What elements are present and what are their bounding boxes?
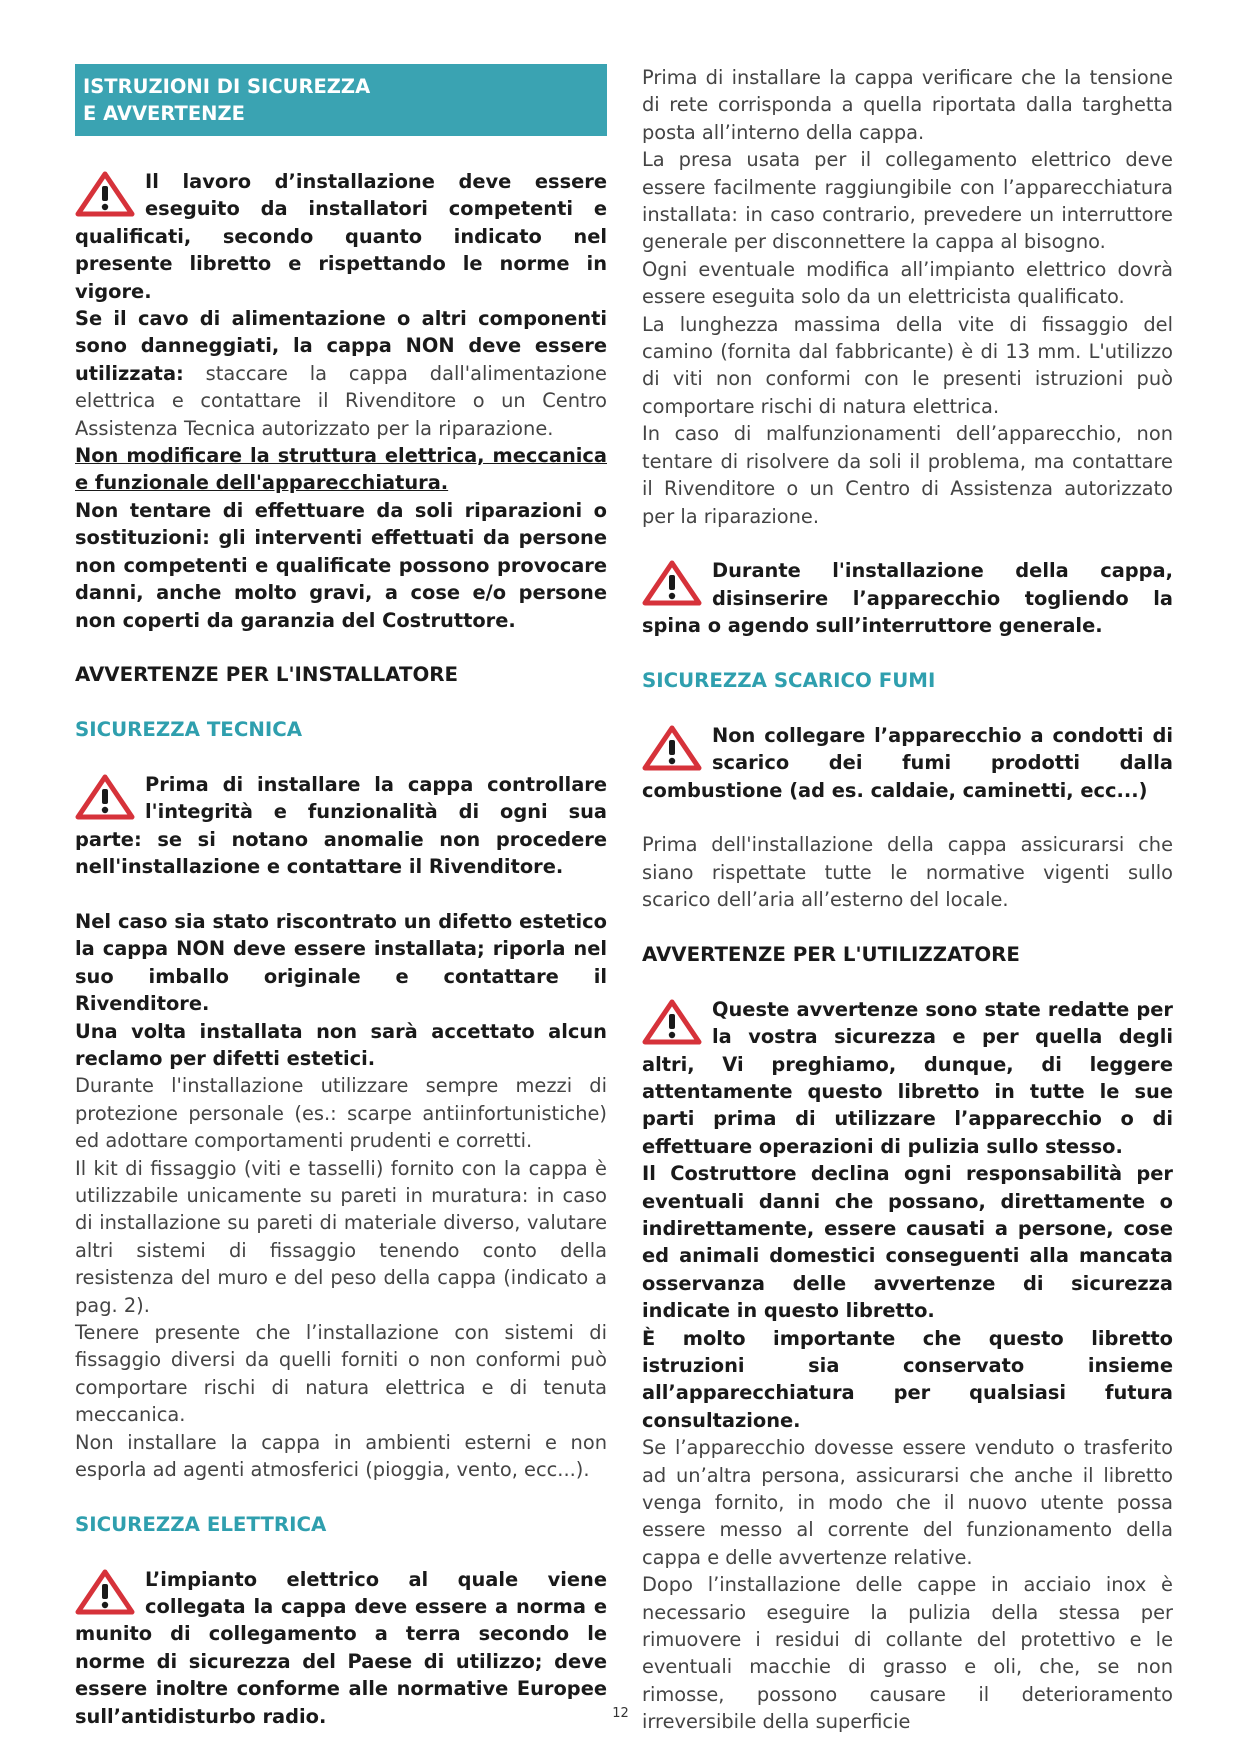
warning-text: L’impianto elettrico al quale viene collegata la cappa deve essere a norma e munito di collegamento a terra secondo le norme di sicurezza del Paese di utilizzo; deve essere inoltre conforme alle normative Europee sull’antidisturbo radio. — [75, 1567, 607, 1728]
warning-text: Non collegare l’apparecchio a condotti di scarico dei fumi prodotti dalla combustione (ad es. caldaie, caminetti, ecc...) — [642, 723, 1173, 802]
warning-triangle-icon — [642, 725, 706, 773]
bold-text: Nel caso sia stato riscontrato un difetto estetico la cappa NON deve essere installata; riporla nel suo imballo originale e contattare il Rivenditore. — [75, 909, 607, 1016]
body-text: staccare la cappa dall'alimentazione elettrica e contattare il Rivenditore o un Centro Assistenza Tecnica autorizzato per la riparazione. — [75, 361, 607, 440]
section-header — [75, 64, 607, 136]
warning-block-disinserire — [642, 557, 1173, 639]
warning-text: È molto importante che questo libretto istruzioni sia conservato insieme all’apparecchiatura per qualsiasi futura consultazione. — [642, 1326, 1173, 1432]
left-column — [75, 64, 607, 1730]
warning-triangle-icon — [75, 1569, 139, 1617]
heading-installatore: AVVERTENZE PER L'INSTALLATORE — [75, 663, 458, 687]
warning-block-utilizzatore — [642, 996, 1173, 1736]
body-text: In caso di malfunzionamenti dell’apparecchio, non tentare di risolvere da soli il problema, ma contattare il Rivenditore o un Centro di Assistenza autorizzato per la riparazione. — [642, 422, 1173, 528]
warning-text: Il lavoro d’installazione deve essere eseguito da installatori competenti e qualificati, secondo quanto indicato nel presente libretto e rispettando le norme in vigore. — [75, 170, 607, 303]
section-header-line1: ISTRUZIONI DI SICUREZZA — [83, 75, 371, 98]
page-number: 12 — [612, 1706, 629, 1721]
warning-text: Prima di installare la cappa controllare l'integrità e funzionalità di ogni sua parte: se si notano anomalie non procedere nell'installazione e contattare il Rivenditore. — [75, 772, 607, 879]
body-text: Se l’apparecchio dovesse essere venduto o trasferito ad un’altra persona, assicurarsi che anche il libretto venga fornito, in modo che il nuovo utente possa essere messo al corrente del funzionamento della cappa e delle avvertenze relative. — [642, 1436, 1173, 1569]
paragraph-elettrica-cont — [642, 64, 1173, 530]
heading-utilizzatore: AVVERTENZE PER L'UTILIZZATORE — [642, 942, 1020, 966]
body-text: Ogni eventuale modifica all’impianto elettrico dovrà essere eseguita solo da un elettricista qualificato. — [642, 257, 1173, 309]
warning-text: Non tentare di effettuare da soli riparazioni o sostituzioni: gli interventi effettuati da persone non competenti e qualificate possono provocare danni, anche molto gravi, a cose e/o persone non coperti da garanzia del Costruttore. — [75, 498, 607, 632]
warning-block-tecnica — [75, 771, 607, 881]
body-text: Dopo l’installazione delle cappe in acciaio inox è necessario eseguire la pulizia della stessa per rimuovere i residui di collante del protettivo e le eventuali macchie di grasso e oli, che, se non rimosse, possono causare il deterioramento irreversibile della superficie — [642, 1573, 1173, 1734]
body-text: La lunghezza massima della vite di fissaggio del camino (fornita dal fabbricante) è di 13 mm. L'utilizzo di viti non conformi con le presenti istruzioni può comportare rischi di natura elettrica. — [642, 312, 1173, 418]
warning-triangle-icon — [642, 999, 706, 1047]
warning-text: Il Costruttore declina ogni responsabilità per eventuali danni che possano, direttamente o indirettamente, essere causati a persone, cose ed animali domestici conseguenti alla mancata osservanza delle avvertenze di sicurezza indicate in questo libretto. — [642, 1162, 1173, 1323]
body-text: La presa usata per il collegamento elettrico deve essere facilmente raggiungibile con l’apparecchiatura installata: in caso contrario, prevedere un interruttore generale per disconnettere la cappa al bisogno. — [642, 148, 1173, 254]
warning-text: Queste avvertenze sono state redatte per la vostra sicurezza e per quella degli altri, Vi preghiamo, dunque, di leggere attentamente questo libretto in tutte le sue parti prima di utilizzare l’apparecchio o di effettuare operazioni di pulizia sullo stesso. — [642, 997, 1173, 1158]
paragraph-fumi — [642, 831, 1173, 913]
heading-sicurezza-elettrica: SICUREZZA ELETTRICA — [75, 1512, 327, 1536]
warning-text-underlined: Non modificare la struttura elettrica, meccanica e funzionale dell'apparecchiatura. — [75, 444, 607, 495]
body-text: Prima dell'installazione della cappa assicurarsi che siano rispettate tutte le normative vigenti sullo scarico dell’aria all’esterno del locale. — [642, 833, 1173, 912]
warning-block-fumi — [642, 722, 1173, 804]
heading-sicurezza-tecnica: SICUREZZA TECNICA — [75, 718, 303, 742]
warning-triangle-icon — [75, 774, 139, 822]
right-column — [642, 64, 1173, 1736]
bold-text: Una volta installata non sarà accettato alcun reclamo per difetti estetici. — [75, 1019, 607, 1070]
paragraph-tecnica — [75, 908, 607, 1484]
body-text: Tenere presente che l’installazione con sistemi di fissaggio diversi da quelli forniti o non conformi può comportare rischi di natura elettrica e di tenuta meccanica. — [75, 1321, 607, 1427]
heading-scarico-fumi: SICUREZZA SCARICO FUMI — [642, 668, 936, 692]
warning-text: Durante l'installazione della cappa, disinserire l’apparecchio togliendo la spina o agendo sull’interruttore generale. — [642, 559, 1173, 638]
warning-text: Se il cavo di alimentazione o altri componenti sono danneggiati, la cappa NON deve essere utilizzata: — [75, 307, 607, 385]
body-text: Il kit di fissaggio (viti e tasselli) fornito con la cappa è utilizzabile unicamente su pareti in muratura: in caso di installazione su pareti di materiale diverso, valutare altri sistemi di fissaggio tenendo conto della resistenza del muro e del peso della cappa (indicato a pag. 2). — [75, 1156, 607, 1317]
body-text: Prima di installare la cappa verificare che la tensione di rete corrisponda a quella riportata dalla targhetta posta all’interno della cappa. — [642, 66, 1173, 144]
warning-triangle-icon — [642, 560, 706, 608]
warning-triangle-icon — [75, 171, 139, 219]
section-header-line2: E AVVERTENZE — [83, 102, 245, 125]
body-text: Non installare la cappa in ambienti esterni e non esporla ad agenti atmosferici (pioggia, vento, ecc...). — [75, 1430, 607, 1482]
warning-block-general — [75, 168, 607, 634]
body-text: Durante l'installazione utilizzare sempre mezzi di protezione personale (es.: scarpe antiinfortunistiche) ed adottare comportamenti prudenti e corretti. — [75, 1074, 607, 1153]
